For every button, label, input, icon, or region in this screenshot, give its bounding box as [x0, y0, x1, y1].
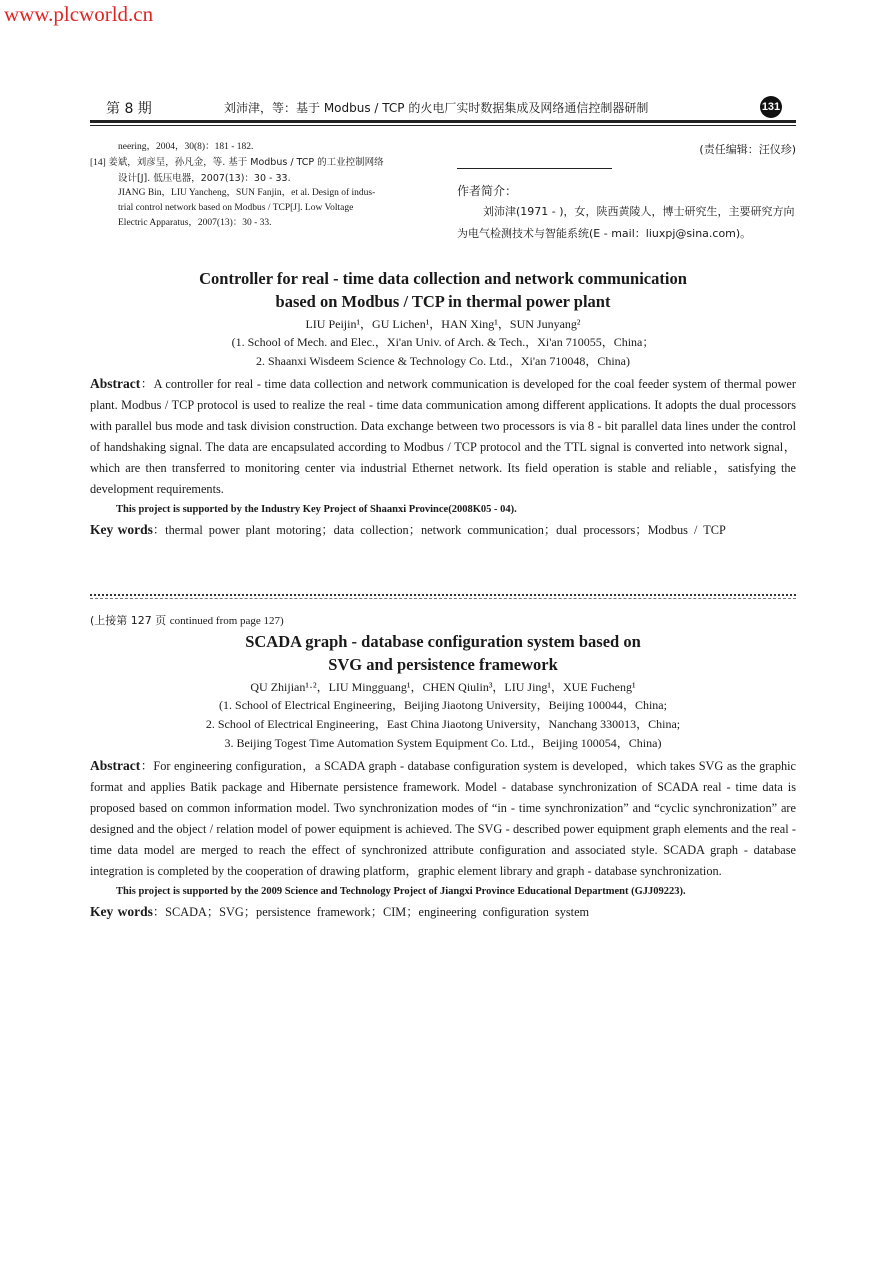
article-1 — [90, 267, 796, 541]
header-rule-thin — [90, 125, 796, 126]
header-rule — [90, 120, 796, 123]
author-bio-heading: 作者简介： — [457, 184, 518, 198]
article-1-keywords-text: ：thermal power plant motoring；data collection；network communication；dual processors；Modbus / TCP — [152, 523, 726, 537]
reference-14-cn-line1: 姜斌，刘彦呈，孙凡金，等. 基于 Modbus / TCP 的工业控制网络 — [108, 157, 384, 168]
article-2-funding: This project is supported by the 2009 Science and Technology Project of Jiangxi Province Educational Department (GJJ09223). — [116, 886, 686, 897]
reference-14-en-line2: trial control network based on Modbus / TCP[J]. Low Voltage — [118, 203, 354, 213]
watermark-link[interactable]: www.plcworld.cn — [4, 2, 154, 26]
article-1-authors: LIU Peijin¹，GU Lichen¹，HAN Xing¹，SUN Junyang² — [305, 317, 581, 331]
article-1-title-line2: based on Modbus / TCP in thermal power plant — [275, 292, 611, 311]
article-1-keywords — [90, 519, 796, 541]
article-1-title-line1: Controller for real - time data collection and network communication — [199, 269, 687, 288]
article-1-affiliation-2: 2. Shaanxi Wisdeem Science & Technology Co. Ltd.，Xi'an 710048，China) — [255, 354, 630, 368]
section-divider-dashed — [90, 598, 796, 599]
reference-continuation: neering，2004，30(8)：181 - 182. — [118, 142, 254, 152]
reference-14-cn-line2: 设计[J]. 低压电器，2007(13)：30 - 33. — [118, 173, 291, 184]
section-divider — [90, 594, 796, 596]
reference-14-label: [14] — [90, 158, 106, 168]
article-1-abstract-text: ：A controller for real - time data collection and network communication is developed for the coal feeder system of thermal power plant. Modbus / TCP protocol is used to realize the real - time data communication among different applications. It adopts the dual processors with parallel bus mode and task division construction. Data exchange between two processors is via 8 - bit parallel data lines under the control of handshaking signal. The data are encapsulated according to Modbus / TCP protocol and the TTL signal is converted into network signal，which are then transferred to monitoring center via industrial Ethernet network. Its field operation is stable and reliable，satisfying the development requirements. — [90, 377, 796, 496]
article-2-title-line1: SCADA graph - database configuration system based on — [245, 632, 641, 651]
continued-note-cn: (上接第 127 页 — [90, 614, 167, 627]
reference-column — [90, 140, 430, 231]
article-2-keywords — [90, 901, 796, 923]
article-2-abstract-text: ：For engineering configuration，a SCADA graph - database configuration system is developed，which takes SVG as the graphic format and applies Batik package and Hibernate persistence framework. Model - database synchronization of SCADA real - time data is proposed based on common information model. Two synchronization modes of “in - time synchronization” and “cyclic synchronization” are designed and the object / relation model of power equipment is achieved. The SVG - described power equipment graph elements and the real - time data model are merged to reach the effect of synchronized attribute configuration and associated style. SCADA graph - database integration is completed by the cooperation of drawing platform，graphic element library and graph - database synchronization. — [90, 759, 796, 878]
article-1-affiliation-1: (1. School of Mech. and Elec.，Xi'an Univ. of Arch. & Tech.，Xi'an 710055，China； — [231, 335, 655, 349]
reference-14 — [90, 155, 430, 171]
continued-note-en: continued from page 127) — [169, 615, 284, 627]
article-2-keywords-label: Key words — [90, 904, 153, 919]
article-2-keywords-text: ：SCADA；SVG；persistence framework；CIM；engineering configuration system — [152, 905, 590, 919]
article-2 — [90, 630, 796, 923]
responsible-editor: (责任编辑：汪仪珍) — [699, 143, 796, 156]
article-1-funding: This project is supported by the Industry Key Project of Shaanxi Province(2008K05 - 04). — [116, 504, 517, 515]
article-1-keywords-label: Key words — [90, 522, 153, 537]
article-2-affiliation-2: 2. School of Electrical Engineering，East China Jiaotong University，Nanchang 330013，China; — [205, 717, 681, 731]
article-2-authors: QU Zhijian¹·²，LIU Mingguang¹，CHEN Qiulin³，LIU Jing¹，XUE Fucheng¹ — [250, 680, 636, 694]
article-2-affiliation-3: 3. Beijing Togest Time Automation System Equipment Co. Ltd.，Beijing 100054，China) — [224, 736, 662, 750]
article-2-title-line2: SVG and persistence framework — [328, 655, 558, 674]
reference-14-en-line3: Electric Apparatus，2007(13)：30 - 33. — [118, 218, 272, 228]
issue-number: 第 8 期 — [106, 101, 152, 117]
page-number-badge: 131 — [760, 96, 782, 118]
running-title: 刘沛津，等：基于 Modbus / TCP 的火电厂实时数据集成及网络通信控制器研制 — [224, 101, 649, 115]
article-2-abstract-label: Abstract — [90, 758, 141, 773]
continued-note — [90, 612, 284, 628]
article-2-abstract — [90, 755, 796, 882]
bio-rule — [457, 168, 612, 169]
article-1-abstract — [90, 373, 796, 500]
article-2-affiliation-1: (1. School of Electrical Engineering，Beijing Jiaotong University，Beijing 100044，China; — [219, 698, 667, 712]
article-1-abstract-label: Abstract — [90, 376, 141, 391]
reference-14-en-line1: JIANG Bin，LIU Yancheng，SUN Fanjin，et al. Design of indus- — [118, 188, 376, 198]
author-bio-text: 刘沛津(1971 - )，女，陕西黄陵人，博士研究生，主要研究方向为电气检测技术与智能系统(E - mail：liuxpj@sina.com)。 — [457, 205, 795, 240]
